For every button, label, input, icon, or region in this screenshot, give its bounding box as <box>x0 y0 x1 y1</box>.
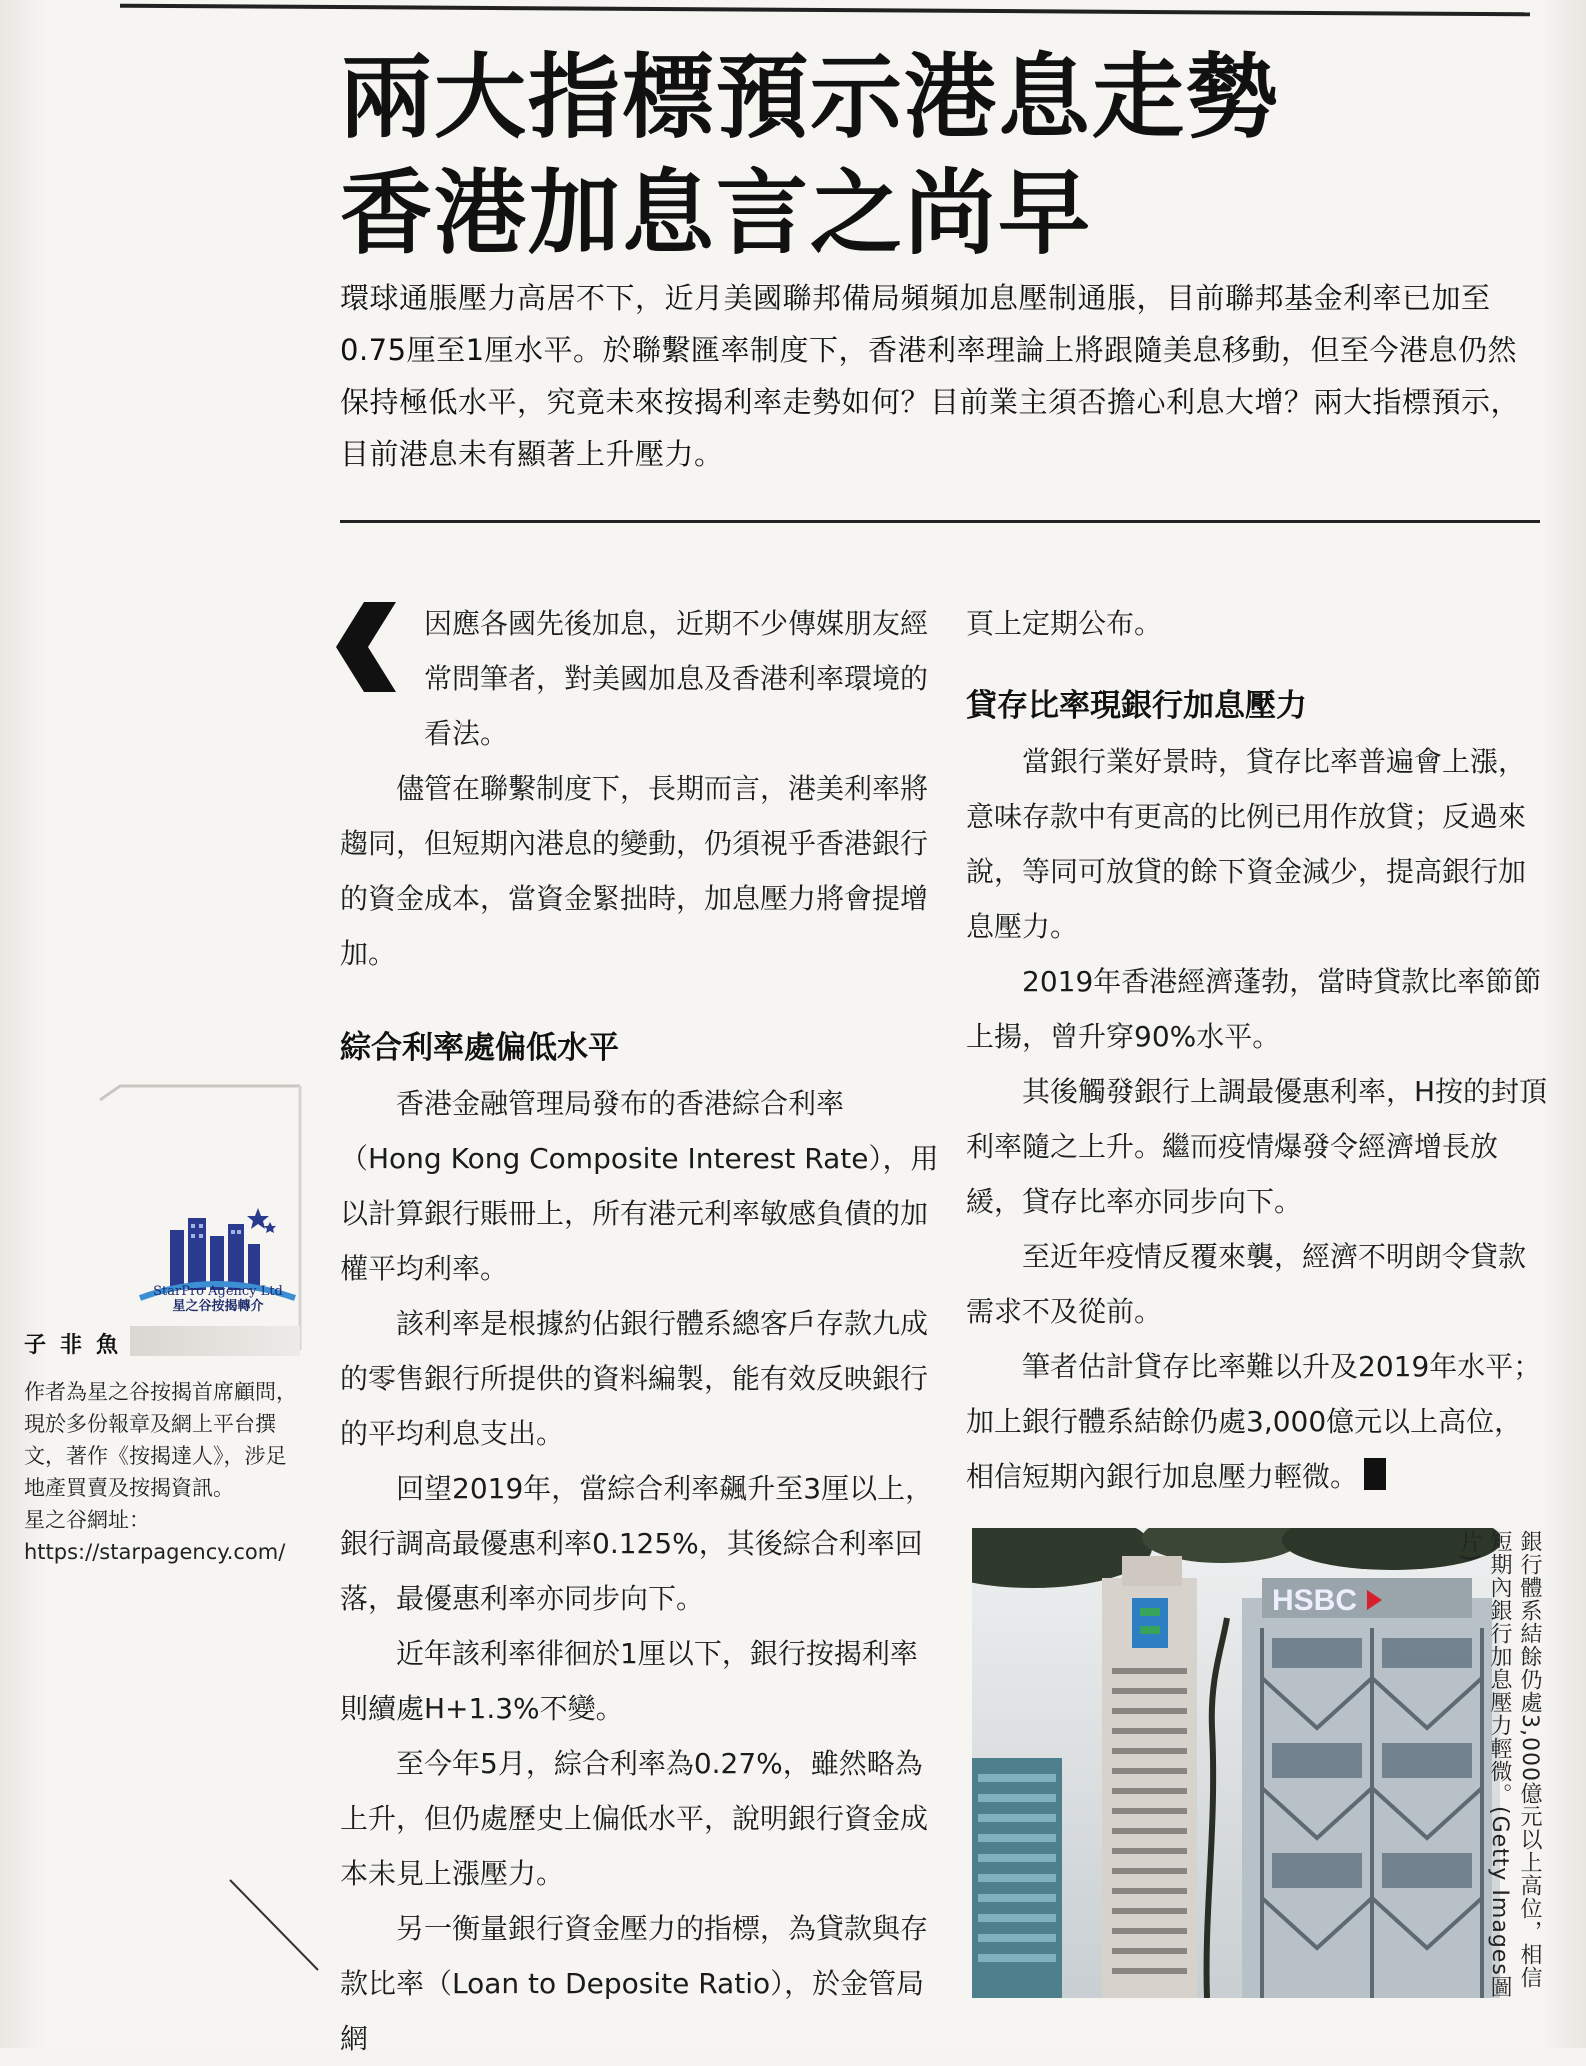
bank-buildings-image <box>972 1528 1500 1998</box>
photo-caption: 銀行體系結餘仍處3,000億元以上高位，相信短期內銀行加息壓力輕微。(Getty Images圖片) <box>1457 1530 1542 1999</box>
author-name: 子非魚 <box>24 1333 133 1358</box>
headline <box>340 40 1440 272</box>
hsbc-sign: HSBC <box>1272 1584 1358 1617</box>
chevron-left-icon <box>336 602 396 692</box>
paragraph <box>966 1339 1550 1504</box>
headline-line-2: 香港加息言之尚早 <box>340 160 1093 267</box>
logo-text <box>148 1284 288 1314</box>
website-url[interactable]: https://starpagency.com/ <box>24 1540 286 1564</box>
section-divider <box>340 520 1540 523</box>
logo-name: StarPro Agency Ltd <box>153 1284 283 1299</box>
logo-cn: 星之谷按揭轉介 <box>172 1299 264 1314</box>
paragraph: 2019年香港經濟蓬勃，當時貸款比率節節上揚，曾升穿90%水平。 <box>966 965 1542 1053</box>
end-mark-icon <box>1364 1458 1386 1490</box>
paragraph: 另一衡量銀行資金壓力的指標，為貸款與存款比率（Loan to Deposite Ratio），於金管局網 <box>340 1912 929 2055</box>
article-photo <box>972 1528 1500 1998</box>
author-bio <box>24 1376 304 1568</box>
paragraph: 至今年5月，綜合利率為0.27%，雖然略為上升，但仍處歷史上偏低水平，說明銀行資金成本未見上漲壓力。 <box>340 1747 929 1890</box>
paragraph: 香港金融管理局發布的香港綜合利率（Hong Kong Composite Interest Rate），用以計算銀行賬冊上，所有港元利率敏感負債的加權平均利率。 <box>340 1087 939 1285</box>
paragraph-text: 筆者估計貸存比率難以升及2019年水平；加上銀行體系結餘仍處3,000億元以上高位，相信短期內銀行加息壓力輕微。 <box>966 1350 1542 1493</box>
paragraph: 近年該利率徘徊於1厘以下，銀行按揭利率則續處H+1.3%不變。 <box>340 1637 918 1725</box>
headline-line-1: 兩大指標預示港息走勢 <box>340 44 1281 151</box>
lead-paragraph: 環球通脹壓力高居不下，近月美國聯邦備局頻頻加息壓制通脹，目前聯邦基金利率已加至0.75厘至1厘水平。於聯繫匯率制度下，香港利率理論上將跟隨美息移動，但至今港息仍然保持極低水平，究竟未來按揭利率走勢如何？目前業主須否擔心利息大增？兩大指標預示，目前港息未有顯著上升壓力。 <box>340 281 1521 471</box>
subheading: 貸存比率現銀行加息壓力 <box>966 688 1307 724</box>
website-label: 星之谷網址： <box>24 1508 150 1532</box>
paragraph: 回望2019年，當綜合利率飆升至3厘以上，銀行調高最優惠利率0.125%，其後綜合利率回落，最優惠利率亦同步向下。 <box>340 1472 934 1615</box>
paragraph: 頁上定期公布。 <box>966 607 1163 640</box>
paragraph: 至近年疫情反覆來襲，經濟不明朗令貸款需求不及從前。 <box>966 1240 1527 1328</box>
paragraph: 其後觸發銀行上調最優惠利率，H按的封頂利率隨之上升。繼而疫情爆發令經濟增長放緩，貸存比率亦同步向下。 <box>966 1075 1548 1218</box>
paragraph: 該利率是根據約佔銀行體系總客戶存款九成的零售銀行所提供的資料編製，能有效反映銀行的平均利息支出。 <box>340 1307 929 1450</box>
article-column-1 <box>340 596 940 2066</box>
paragraph: 當銀行業好景時，貸存比率普遍會上漲，意味存款中有更高的比例已用作放貸；反過來說，等同可放貸的餘下資金減少，提高銀行加息壓力。 <box>966 745 1527 943</box>
subheading: 綜合利率處偏低水平 <box>340 1030 619 1066</box>
paragraph: 因應各國先後加息，近期不少傳媒朋友經常問筆者，對美國加息及香港利率環境的看法。 <box>424 607 929 750</box>
paragraph: 儘管在聯繫制度下，長期而言，港美利率將趨同，但短期內港息的變動，仍須視乎香港銀行的資金成本，當資金緊拙時，加息壓力將會提增加。 <box>340 772 929 970</box>
author-bio-text: 作者為星之谷按揭首席顧問，現於多份報章及網上平台撰文，著作《按揭達人》，涉足地產買賣及按揭資訊。 <box>24 1380 297 1500</box>
article-column-2 <box>966 596 1550 1504</box>
author-name-bar <box>130 1326 300 1356</box>
